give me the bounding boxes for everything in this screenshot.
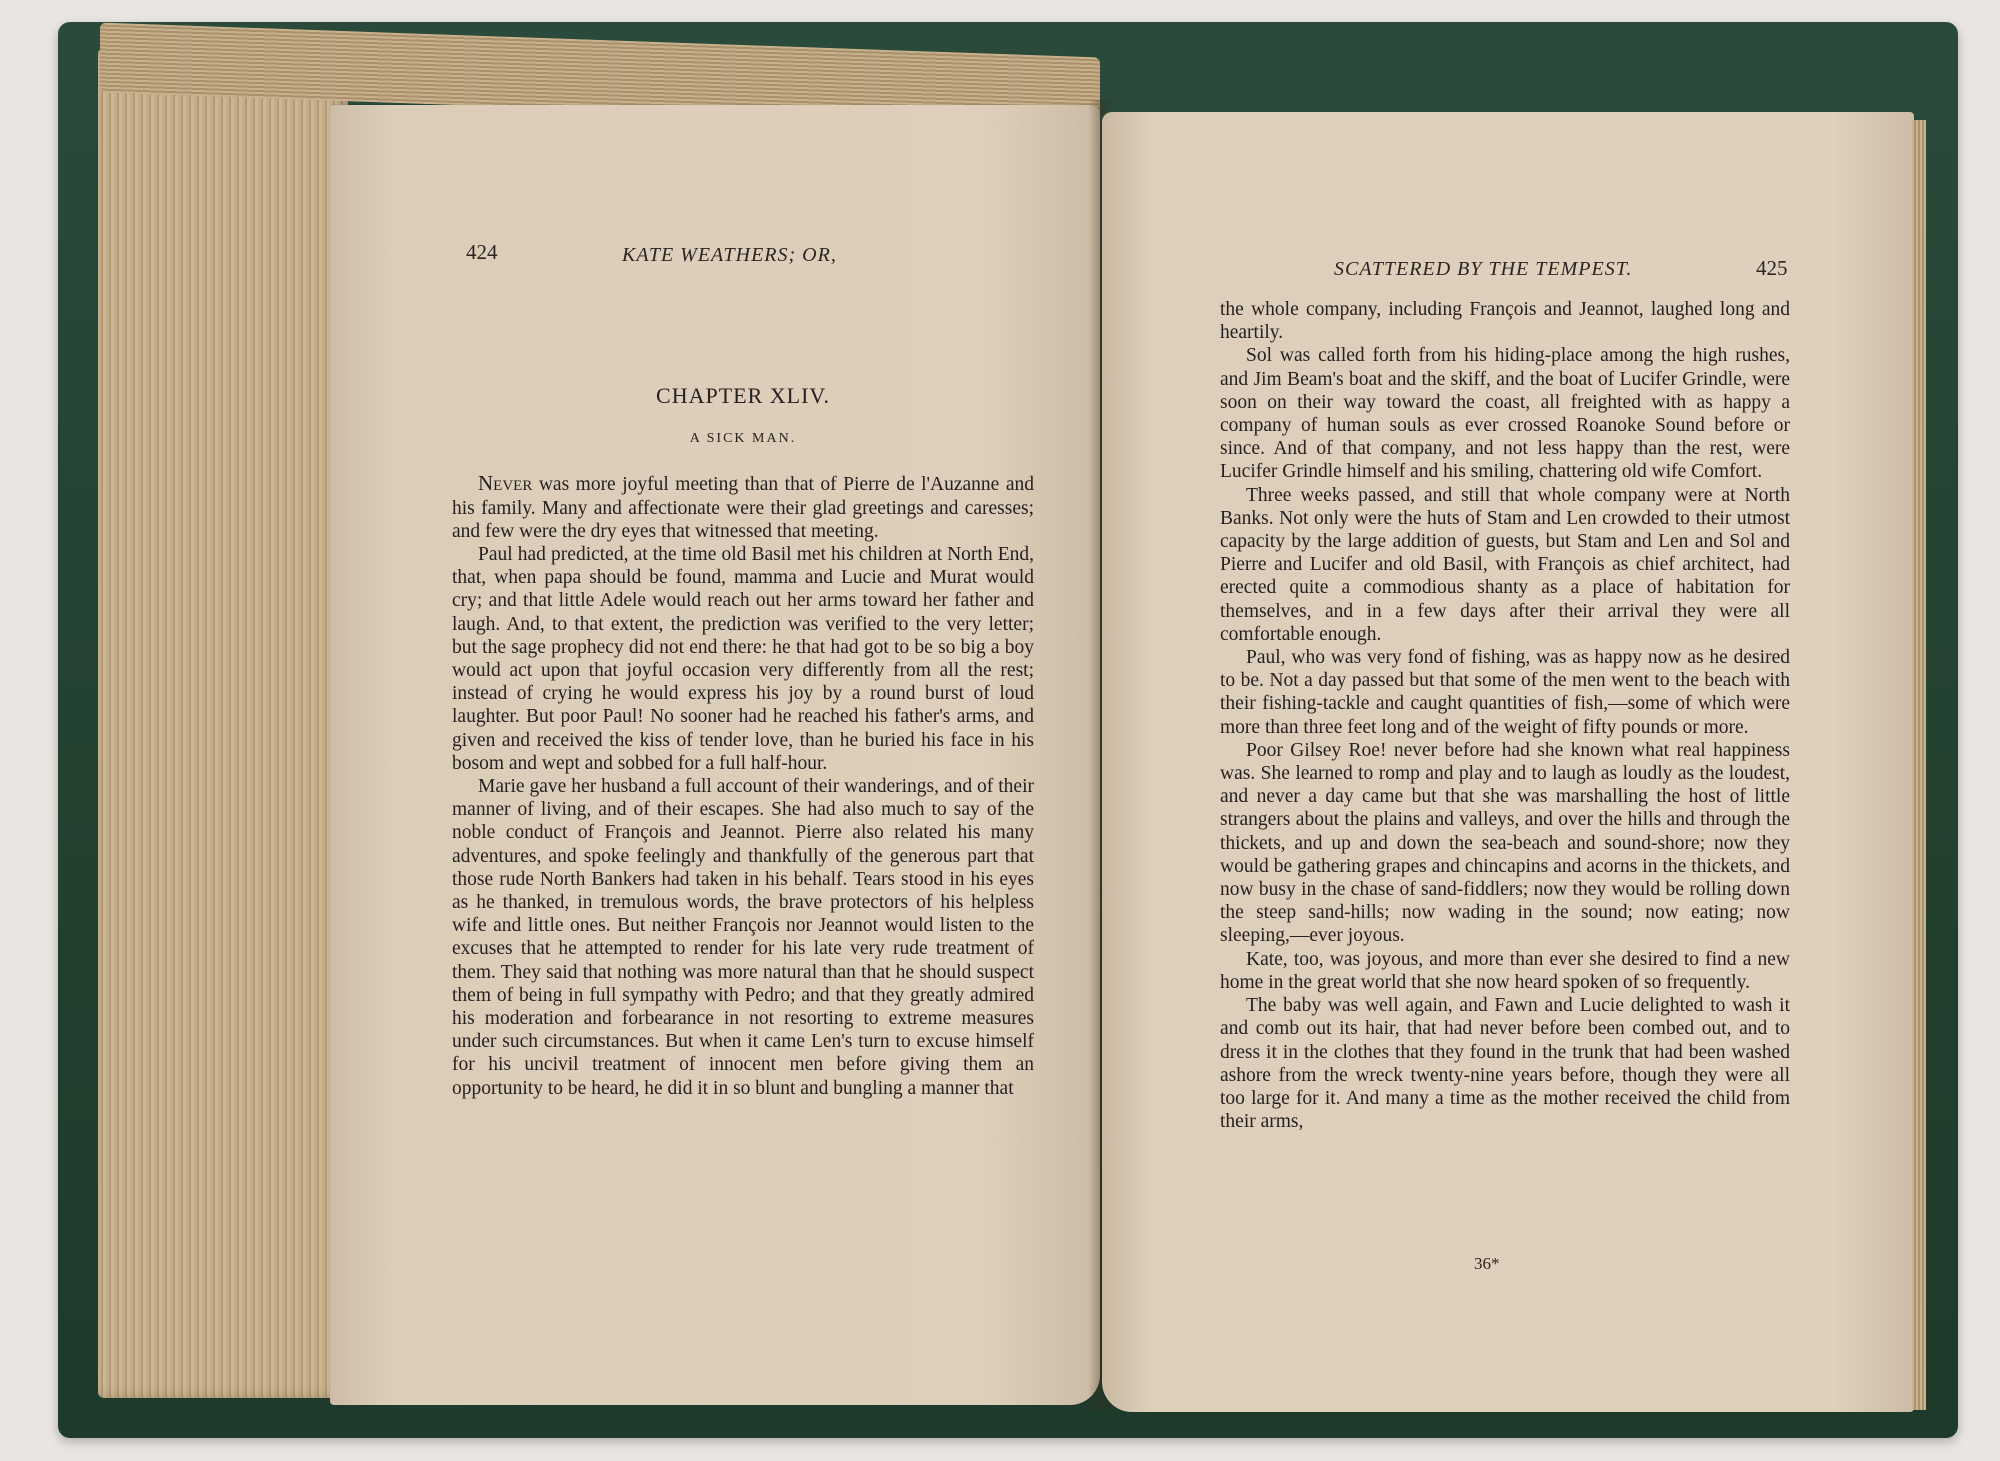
right-text-block: [1220, 298, 1790, 1133]
paragraph: Three weeks passed, and still that whole company were at North Banks. Not only were the huts of Stam and Len crowded to their utmost capacity by the large addition of guests, but Stam and Len and Sol and Pierre and Lucifer and old Basil, with François as chief architect, had erected quite a commodious shanty as a place of habitation for themselves, and in a few days after their arrival they were all comfortable enough.: [1220, 484, 1790, 645]
chapter-subtitle: A SICK MAN.: [689, 431, 797, 447]
paragraph: Sol was called forth from his hiding-place among the high rushes, and Jim Beam's boat and the skiff, and the boat of Lucifer Grindle, were soon on their way toward the coast, all freighted with as happy a company of human souls as ever crossed Roanoke Sound before or since. And of that company, and not less happy than the rest, were Lucifer Grindle himself and his smiling, chattering old wife Comfort.: [1220, 345, 1790, 483]
paragraph: Poor Gilsey Roe! never before had she known what real happiness was. She learned to romp and play and to laugh as loudly as the loudest, and never a day came but that she was marshalling the host of little strangers about the plains and valleys, and over the hills and through the thickets, and up and down the sea-beach and sound-shore; now they would be gathering grapes and chincapins and acorns in the thickets, and now busy in the chase of sand-fiddlers; now they would be rolling down the steep sand-hills; now wading in the sound; now eating; now sleeping,—ever joyous.: [1220, 739, 1790, 947]
left-page-number: 424: [466, 240, 498, 264]
paragraph: Kate, too, was joyous, and more than ever she desired to find a new home in the great world that she now heard spoken of so frequently.: [1220, 948, 1790, 993]
page-edges-left: [98, 48, 348, 1398]
paragraph: the whole company, including François and Jeannot, laughed long and heartily.: [1220, 299, 1790, 344]
paragraph: Paul had predicted, at the time old Basil met his children at North End, that, when papa should be found, mamma and Lucie and Murat would cry; and that little Adele would reach out her arms toward her father and laugh. And, to that extent, the prediction was verified to the very letter; but the sage prophecy did not end there: he that had got to be so big a boy would act upon that joyful occasion very differently from all the rest; instead of crying he would express his joy by a round burst of loud laughter. But poor Paul! No sooner had he reached his father's arms, and given and received the kiss of tender love, than he buried his face in his bosom and wept and sobbed for a full half-hour.: [452, 544, 1034, 774]
left-text-block: [452, 384, 1034, 1100]
page-edges-right: [1912, 120, 1926, 1410]
left-running-title: KATE WEATHERS; OR,: [622, 244, 837, 266]
paragraph: Marie gave her husband a full account of their wanderings, and of their manner of living, and of their escapes. She had also much to say of the noble conduct of François and Jeannot. Pierre also related his many adventures, and spoke feelingly and thankfully of the generous part that those rude North Bankers had taken in his behalf. Tears stood in his eyes as he thanked, in tremulous words, the brave protectors of his helpless wife and little ones. But neither François nor Jeannot would listen to the excuses that he attempted to render for his late very rude treatment of them. They said that nothing was more natural than that he should suspect them of being in full sympathy with Pedro; and that they greatly admired his moderation and forbearance in not resorting to extreme measures under such circumstances. But when it came Len's turn to excuse himself for his uncivil treatment of innocent men before giving them an opportunity to be heard, he did it in so blunt and bungling a manner that: [452, 776, 1034, 1099]
right-running-title: SCATTERED BY THE TEMPEST.: [1334, 258, 1633, 280]
chapter-title: CHAPTER XLIV.: [656, 383, 830, 408]
signature-mark: 36*: [1474, 1254, 1500, 1273]
paragraph: Paul, who was very fond of fishing, was as happy now as he desired to be. Not a day passed but that some of the men went to the beach with their fishing-tackle and caught quantities of fish,—some of which were more than three feet long and of the weight of fifty pounds or more.: [1220, 647, 1790, 738]
right-page-number: 425: [1756, 256, 1788, 280]
drop-word: Never: [478, 471, 533, 496]
paragraph: Never was more joyful meeting than that of Pierre de l'Auzanne and his family. Many and affectionate were their glad greetings and caresses; and few were the dry eyes that witnessed that meeting.: [452, 471, 1034, 542]
paragraph: The baby was well again, and Fawn and Lucie delighted to wash it and comb out its hair, that had never before been combed out, and to dress it in the clothes that they found in the trunk that had been washed ashore from the wreck twenty-nine years before, though they were all too large for it. And many a time as the mother received the child from their arms,: [1220, 995, 1790, 1133]
